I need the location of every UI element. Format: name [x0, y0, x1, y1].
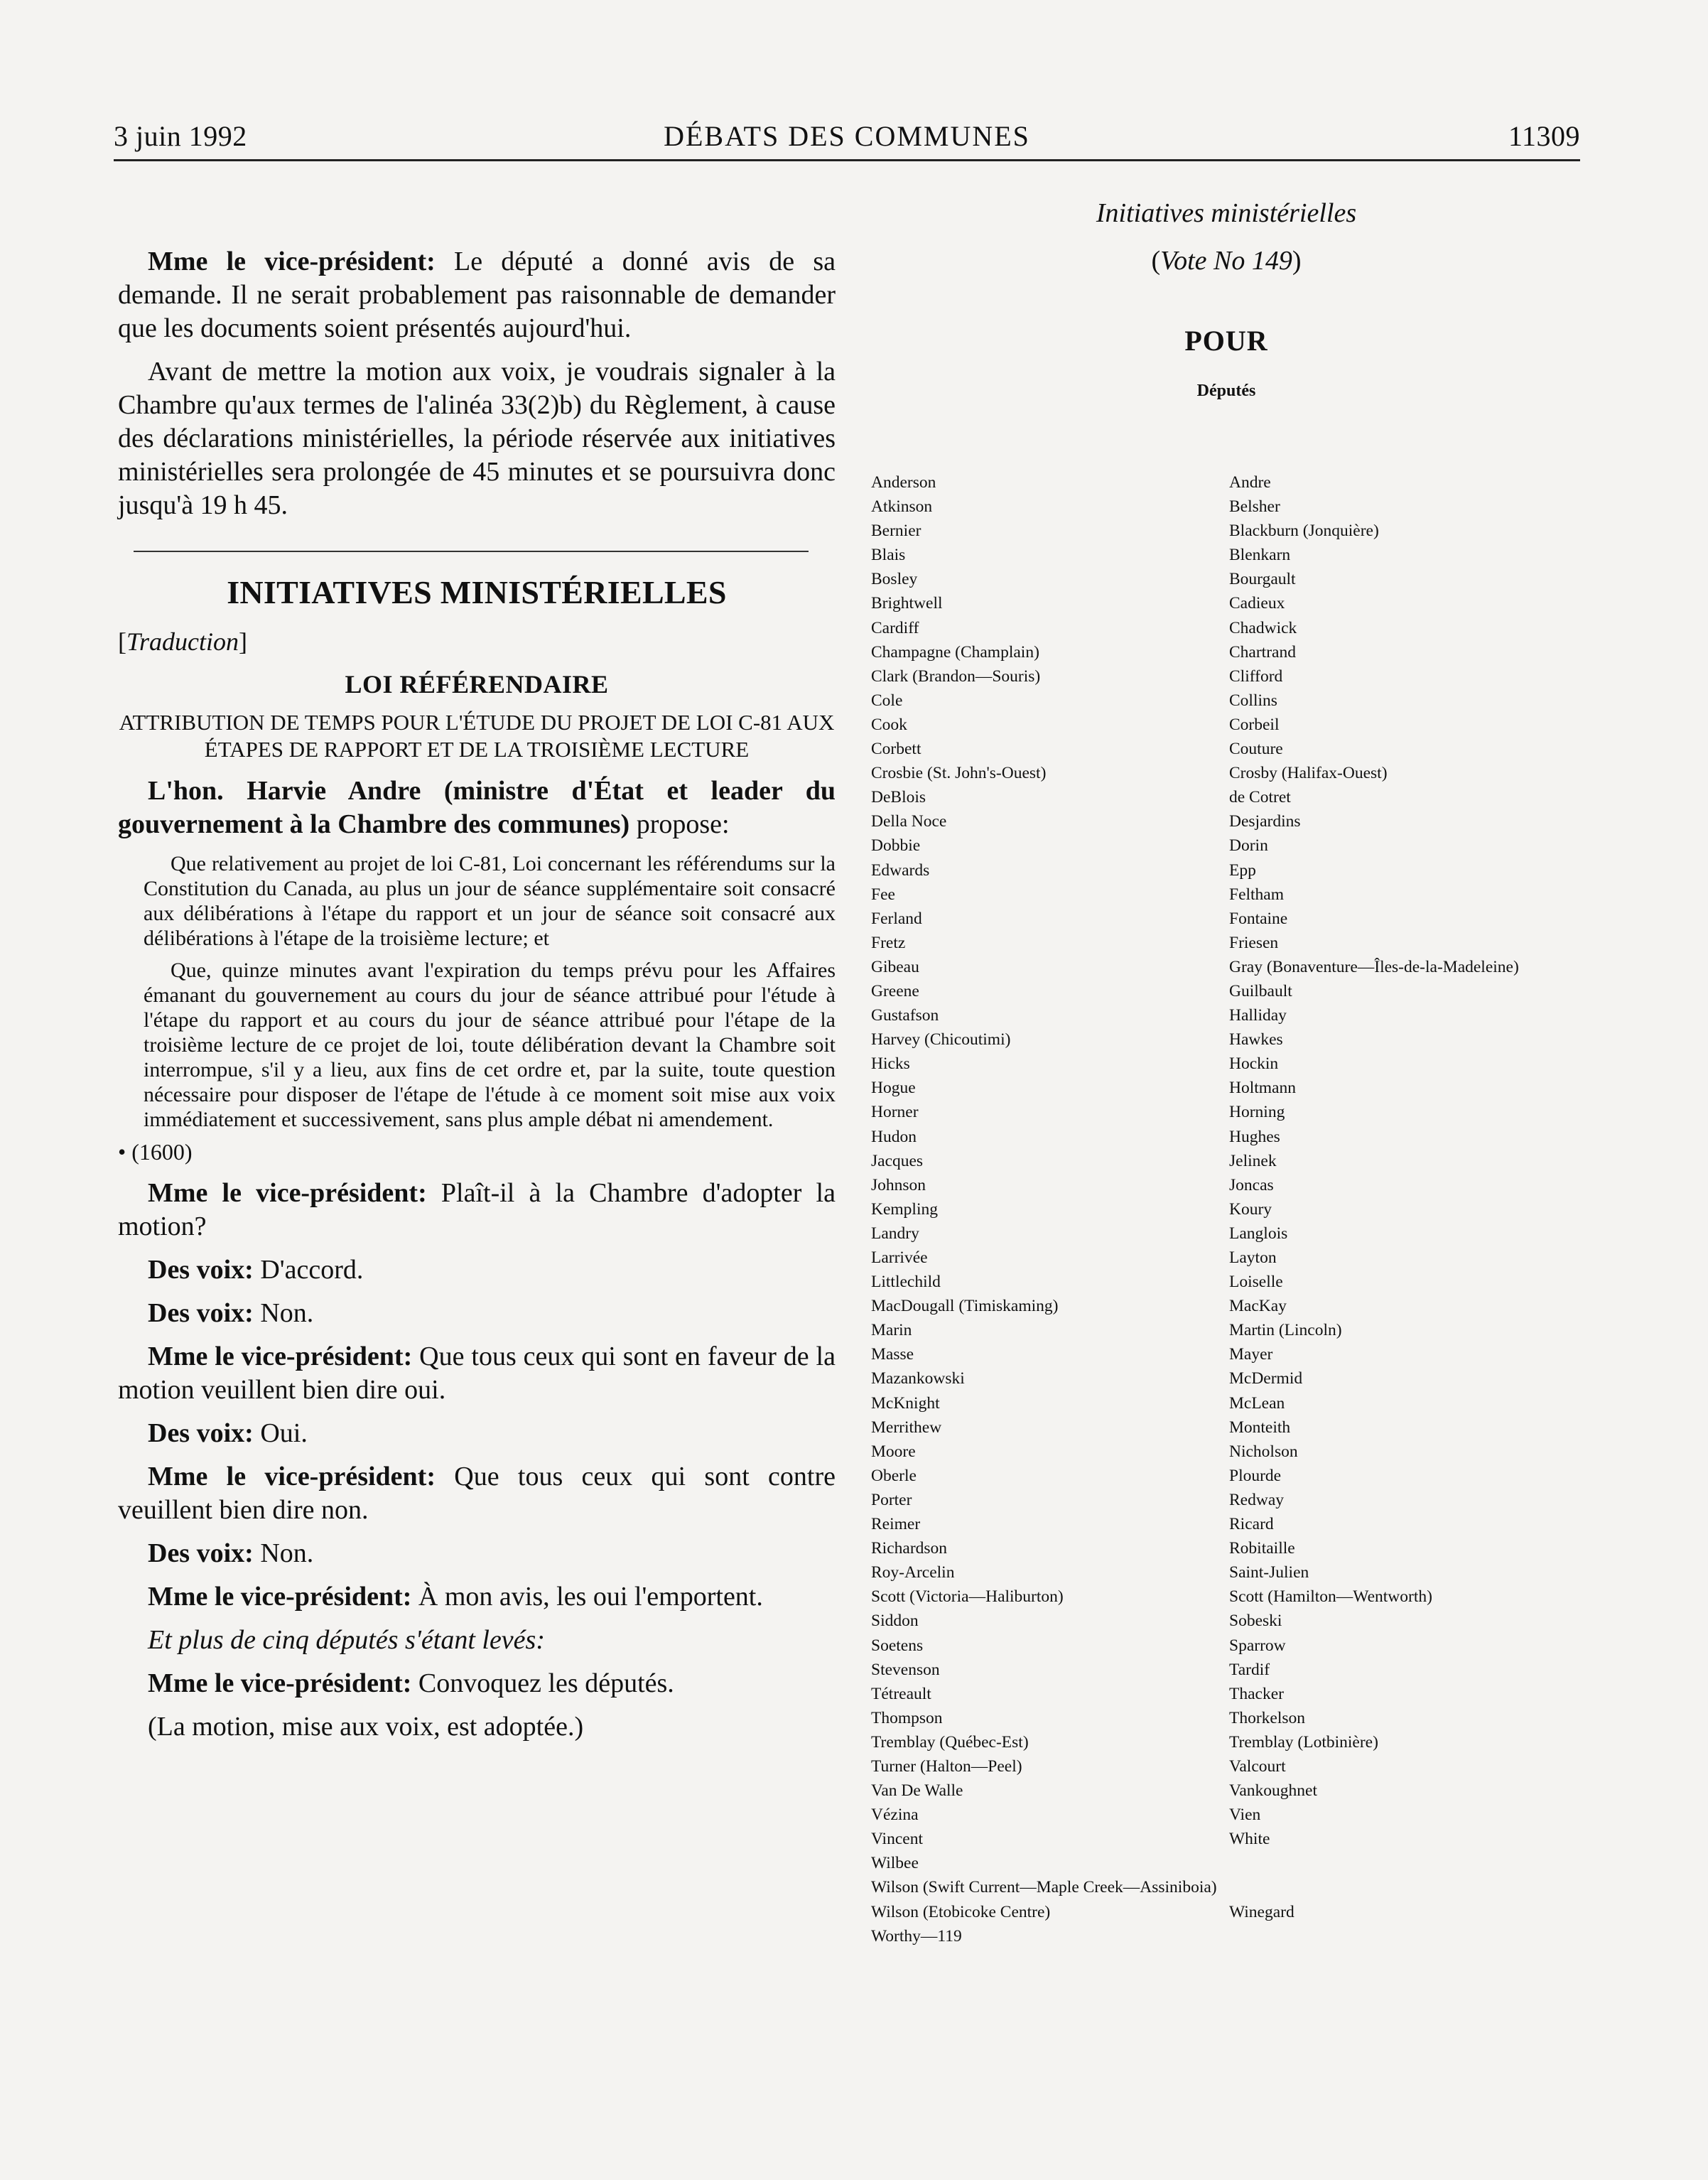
- member-name: Horning: [1229, 1103, 1285, 1122]
- member-name: Scott (Hamilton—Wentworth): [1229, 1587, 1432, 1607]
- dialogue-line: [118, 1253, 836, 1287]
- member-name: Worthy—119: [871, 1926, 962, 1946]
- speech-text: Le député a donné avis de sa demande. Il ne serait probablement pas raisonnable de demander que les documents soient présentés aujourd'hui.: [118, 247, 836, 343]
- member-name: Brightwell: [871, 594, 943, 613]
- dialogue-line: [118, 1580, 836, 1614]
- speaker-name: Des voix:: [148, 1538, 254, 1568]
- member-name: Winegard: [1229, 1902, 1294, 1921]
- member-name: MacDougall (Timiskaming): [871, 1297, 1059, 1316]
- speech-text: Que tous ceux qui sont en faveur de la motion veuillent bien dire oui.: [118, 1342, 836, 1405]
- member-name: Wilson (Etobicoke Centre): [871, 1902, 1051, 1921]
- speaker-name: Des voix:: [148, 1298, 254, 1328]
- member-name: Vincent: [871, 1830, 923, 1849]
- member-name: Cook: [871, 715, 907, 734]
- member-name: Hughes: [1229, 1127, 1280, 1146]
- member-name: Cardiff: [871, 618, 919, 637]
- member-name: Dobbie: [871, 836, 921, 856]
- member-name: Johnson: [871, 1175, 926, 1194]
- member-name: Guilbault: [1229, 981, 1292, 1000]
- member-name: Porter: [871, 1490, 912, 1509]
- member-name: Vézina: [871, 1806, 919, 1825]
- member-name: Jacques: [871, 1151, 924, 1170]
- member-name: McDermid: [1229, 1369, 1303, 1388]
- member-name: Tremblay (Québec-Est): [871, 1732, 1029, 1752]
- member-name: Reimer: [871, 1515, 921, 1534]
- member-name: Hockin: [1229, 1054, 1279, 1074]
- member-name: Littlechild: [871, 1273, 941, 1292]
- speech-text: Plaît-il à la Chambre d'adopter la motion?: [118, 1178, 836, 1241]
- names-column-1: [871, 470, 1217, 1948]
- deputes-heading: Députés: [1196, 382, 1256, 400]
- member-name: Larrivée: [871, 1248, 928, 1267]
- member-name: Valcourt: [1229, 1757, 1286, 1776]
- member-name: Joncas: [1229, 1175, 1274, 1194]
- speech-text: D'accord.: [253, 1255, 364, 1285]
- dialogue-line: [118, 1340, 836, 1407]
- mover-verb: propose:: [629, 809, 730, 839]
- member-name: Soetens: [871, 1636, 924, 1655]
- section-title: INITIATIVES MINISTÉRIELLES: [227, 574, 727, 610]
- speech-text: Convoquez les députés.: [411, 1668, 674, 1698]
- member-name: Della Noce: [871, 812, 947, 831]
- member-name: Corbeil: [1229, 715, 1280, 734]
- mover-name: L'hon. Harvie Andre (ministre d'État et leader du gouvernement à la Chambre des communes): [118, 776, 836, 839]
- member-name: Loiselle: [1229, 1273, 1283, 1292]
- member-name: Vankoughnet: [1229, 1781, 1318, 1801]
- member-name: Marin: [871, 1321, 912, 1340]
- speech-text: À mon avis, les oui l'emportent.: [411, 1582, 763, 1612]
- member-name: Hogue: [871, 1079, 916, 1098]
- translation-label: Traduction: [126, 627, 239, 656]
- right-column: [871, 192, 1582, 1946]
- member-name: Blenkarn: [1229, 546, 1291, 565]
- member-name: Hicks: [871, 1054, 910, 1074]
- member-name: Turner (Halton—Peel): [871, 1757, 1022, 1776]
- speech-paragraph: [118, 245, 836, 345]
- member-name: Bernier: [871, 522, 921, 541]
- header-rule: [114, 159, 1580, 161]
- motion-quote-1: Que relativement au projet de loi C-81, Loi concernant les référendums sur la Constitution du Canada, au plus un jour de séance supplémentaire soit consacré aux délibérations à l'étape du rapport et un jour de séance soit consacré aux délibérations à l'étape de la troisième lecture; et: [144, 852, 836, 950]
- member-name: Blackburn (Jonquière): [1229, 522, 1379, 541]
- member-name: Layton: [1229, 1248, 1277, 1267]
- member-name: Tardif: [1229, 1660, 1270, 1679]
- member-name: Mazankowski: [871, 1369, 965, 1388]
- vote-heading: POUR: [1184, 325, 1268, 357]
- member-name: Collins: [1229, 691, 1277, 710]
- speech-paragraph: Avant de mettre la motion aux voix, je voudrais signaler à la Chambre qu'aux termes de l'alinéa 33(2)b) du Règlement, à cause des déclarations ministérielles, la période réservée aux initiatives ministérielles sera prolongée de 45 minutes et se poursuivra donc jusqu'à 19 h 45.: [118, 357, 836, 520]
- member-name: Scott (Victoria—Haliburton): [871, 1587, 1064, 1607]
- motion-quote-2: Que, quinze minutes avant l'expiration du temps prévu pour les Affaires émanant du gouvernement au cours du jour de séance attribué pour l'étude à l'étape du rapport et au cours du jour de séance attribué pour l'étape de la troisième lecture de ce projet de loi, toute délibération devant la Chambre soit interrompue, s'il y a lieu, aux fins de cet ordre et, par la suite, toute question nécessaire pour disposer de l'étape de l'étude à ce moment soit mise aux voix immédiatement et successivement, sans plus ample débat ni amendement.: [144, 959, 836, 1131]
- translation-note: [Traduction]: [118, 627, 248, 656]
- speaker-name: Mme le vice-président:: [148, 1342, 413, 1371]
- member-name: Bourgault: [1229, 570, 1296, 589]
- member-name: Roy-Arcelin: [871, 1563, 955, 1582]
- member-name: Jelinek: [1229, 1151, 1277, 1170]
- member-name: Gibeau: [871, 957, 919, 976]
- member-name: Belsher: [1229, 497, 1280, 517]
- member-name: Feltham: [1229, 885, 1285, 904]
- member-name: Saint-Julien: [1229, 1563, 1309, 1582]
- member-name: Gustafson: [871, 1006, 939, 1025]
- member-name: Corbett: [871, 740, 921, 759]
- speaker-name: Mme le vice-président:: [148, 1668, 412, 1698]
- member-name: Redway: [1229, 1490, 1285, 1509]
- member-name: Sobeski: [1229, 1612, 1282, 1631]
- member-name: Martin (Lincoln): [1229, 1321, 1342, 1340]
- member-name: Van De Walle: [871, 1781, 963, 1801]
- dialogue-line: [118, 1417, 836, 1450]
- dialogue-line: [118, 1537, 836, 1570]
- member-name: Vien: [1229, 1806, 1261, 1825]
- member-name: Wilbee: [871, 1854, 919, 1873]
- vote-label: (Vote No 149): [1151, 246, 1302, 276]
- member-name: Plourde: [1229, 1466, 1282, 1485]
- names-column-2: [1229, 470, 1519, 1921]
- speech-text: Que tous ceux qui sont contre veuillent bien dire non.: [118, 1462, 836, 1525]
- stage-direction: Et plus de cinq députés s'étant levés:: [148, 1625, 545, 1655]
- speech-text: Non.: [253, 1538, 314, 1568]
- member-name: Horner: [871, 1103, 919, 1122]
- member-name: MacKay: [1229, 1297, 1287, 1316]
- member-name: Bosley: [871, 570, 918, 589]
- dialogue-line: [118, 1667, 836, 1700]
- member-name: Blais: [871, 546, 906, 565]
- member-name: McLean: [1229, 1393, 1285, 1413]
- member-name: Desjardins: [1229, 812, 1301, 831]
- speech-text: Non.: [253, 1298, 314, 1328]
- member-name: Clifford: [1229, 667, 1283, 686]
- member-name: Chartrand: [1229, 642, 1296, 662]
- member-name: Couture: [1229, 740, 1283, 759]
- member-name: DeBlois: [871, 788, 926, 807]
- member-name: Atkinson: [871, 497, 933, 517]
- bill-subtitle: ATTRIBUTION DE TEMPS POUR L'ÉTUDE DU PROJET DE LOI C-81 AUX ÉTAPES DE RAPPORT ET DE LA TROISIÈME LECTURE: [119, 710, 835, 762]
- member-name: Epp: [1229, 860, 1256, 880]
- member-name: Kempling: [871, 1199, 938, 1219]
- left-column: [118, 245, 836, 1754]
- header-page-number: 11309: [1508, 120, 1580, 152]
- dialogue-line: [118, 1297, 836, 1330]
- page-header: [114, 119, 1580, 159]
- member-name: Oberle: [871, 1466, 917, 1485]
- member-name: Fee: [871, 885, 895, 904]
- member-name: Richardson: [871, 1539, 948, 1558]
- member-name: Friesen: [1229, 933, 1279, 952]
- speaker-name: Des voix:: [148, 1255, 254, 1285]
- member-name: Mayer: [1229, 1345, 1273, 1364]
- speech-text: Oui.: [253, 1418, 308, 1448]
- member-name: Anderson: [871, 473, 936, 492]
- dialogue-line: [118, 1177, 836, 1243]
- member-name: Cole: [871, 691, 903, 710]
- member-name: Robitaille: [1229, 1539, 1295, 1558]
- member-name: Hawkes: [1229, 1030, 1283, 1049]
- member-name: Greene: [871, 981, 919, 1000]
- member-name: White: [1229, 1830, 1270, 1849]
- member-name: Koury: [1229, 1199, 1272, 1219]
- speaker-name: Mme le vice-président:: [148, 1582, 412, 1612]
- dialogue-line: [118, 1460, 836, 1527]
- member-name: Fretz: [871, 933, 906, 952]
- member-name: Fontaine: [1229, 909, 1288, 928]
- member-name: Stevenson: [871, 1660, 940, 1679]
- member-name: Crosby (Halifax-Ouest): [1229, 764, 1388, 783]
- member-name: McKnight: [871, 1393, 940, 1413]
- motion-intro: [118, 775, 836, 841]
- member-name: Gray (Bonaventure—Îles-de-la-Madeleine): [1229, 957, 1519, 976]
- member-name: Cadieux: [1229, 594, 1285, 613]
- section-divider: [134, 551, 809, 552]
- member-name: de Cotret: [1229, 788, 1291, 807]
- member-name: Sparrow: [1229, 1636, 1286, 1655]
- bill-title: LOI RÉFÉRENDAIRE: [345, 670, 609, 698]
- time-marker: • (1600): [118, 1139, 193, 1165]
- member-name: Wilson (Swift Current—Maple Creek—Assiniboia): [871, 1878, 1217, 1897]
- member-name: Nicholson: [1229, 1442, 1298, 1461]
- member-name: Monteith: [1229, 1418, 1291, 1437]
- member-name: Champagne (Champlain): [871, 642, 1039, 662]
- member-name: Holtmann: [1229, 1079, 1296, 1098]
- speaker-name: Des voix:: [148, 1418, 254, 1448]
- member-name: Andre: [1229, 473, 1271, 492]
- member-name: Dorin: [1229, 836, 1268, 856]
- member-name: Tétreault: [871, 1684, 931, 1703]
- member-name: Ferland: [871, 909, 922, 928]
- member-name: Edwards: [871, 860, 930, 880]
- member-name: Ricard: [1229, 1515, 1274, 1534]
- header-date: 3 juin 1992: [114, 120, 247, 152]
- member-name: Landry: [871, 1224, 919, 1243]
- member-name: Thorkelson: [1229, 1708, 1306, 1727]
- vote-number: Vote No 149: [1160, 246, 1292, 276]
- section-label: Initiatives ministérielles: [1096, 198, 1357, 228]
- member-name: Hudon: [871, 1127, 917, 1146]
- member-name: Thacker: [1229, 1684, 1284, 1703]
- header-title: DÉBATS DES COMMUNES: [664, 120, 1030, 152]
- member-name: Merrithew: [871, 1418, 942, 1437]
- speaker-name: Mme le vice-président:: [148, 1462, 436, 1491]
- member-name: Crosbie (St. John's-Ouest): [871, 764, 1047, 783]
- member-name: Siddon: [871, 1612, 919, 1631]
- member-name: Thompson: [871, 1708, 943, 1727]
- member-name: Halliday: [1229, 1006, 1287, 1025]
- member-name: Chadwick: [1229, 618, 1297, 637]
- member-name: Tremblay (Lotbinière): [1229, 1732, 1378, 1752]
- member-name: Masse: [871, 1345, 914, 1364]
- motion-result: (La motion, mise aux voix, est adoptée.): [148, 1712, 584, 1742]
- member-name: Harvey (Chicoutimi): [871, 1030, 1011, 1049]
- member-name: Clark (Brandon—Souris): [871, 667, 1041, 686]
- member-name: Langlois: [1229, 1224, 1288, 1243]
- speaker-name: Mme le vice-président:: [148, 1178, 427, 1208]
- member-name: Moore: [871, 1442, 916, 1461]
- speaker-name: Mme le vice-président:: [148, 247, 436, 276]
